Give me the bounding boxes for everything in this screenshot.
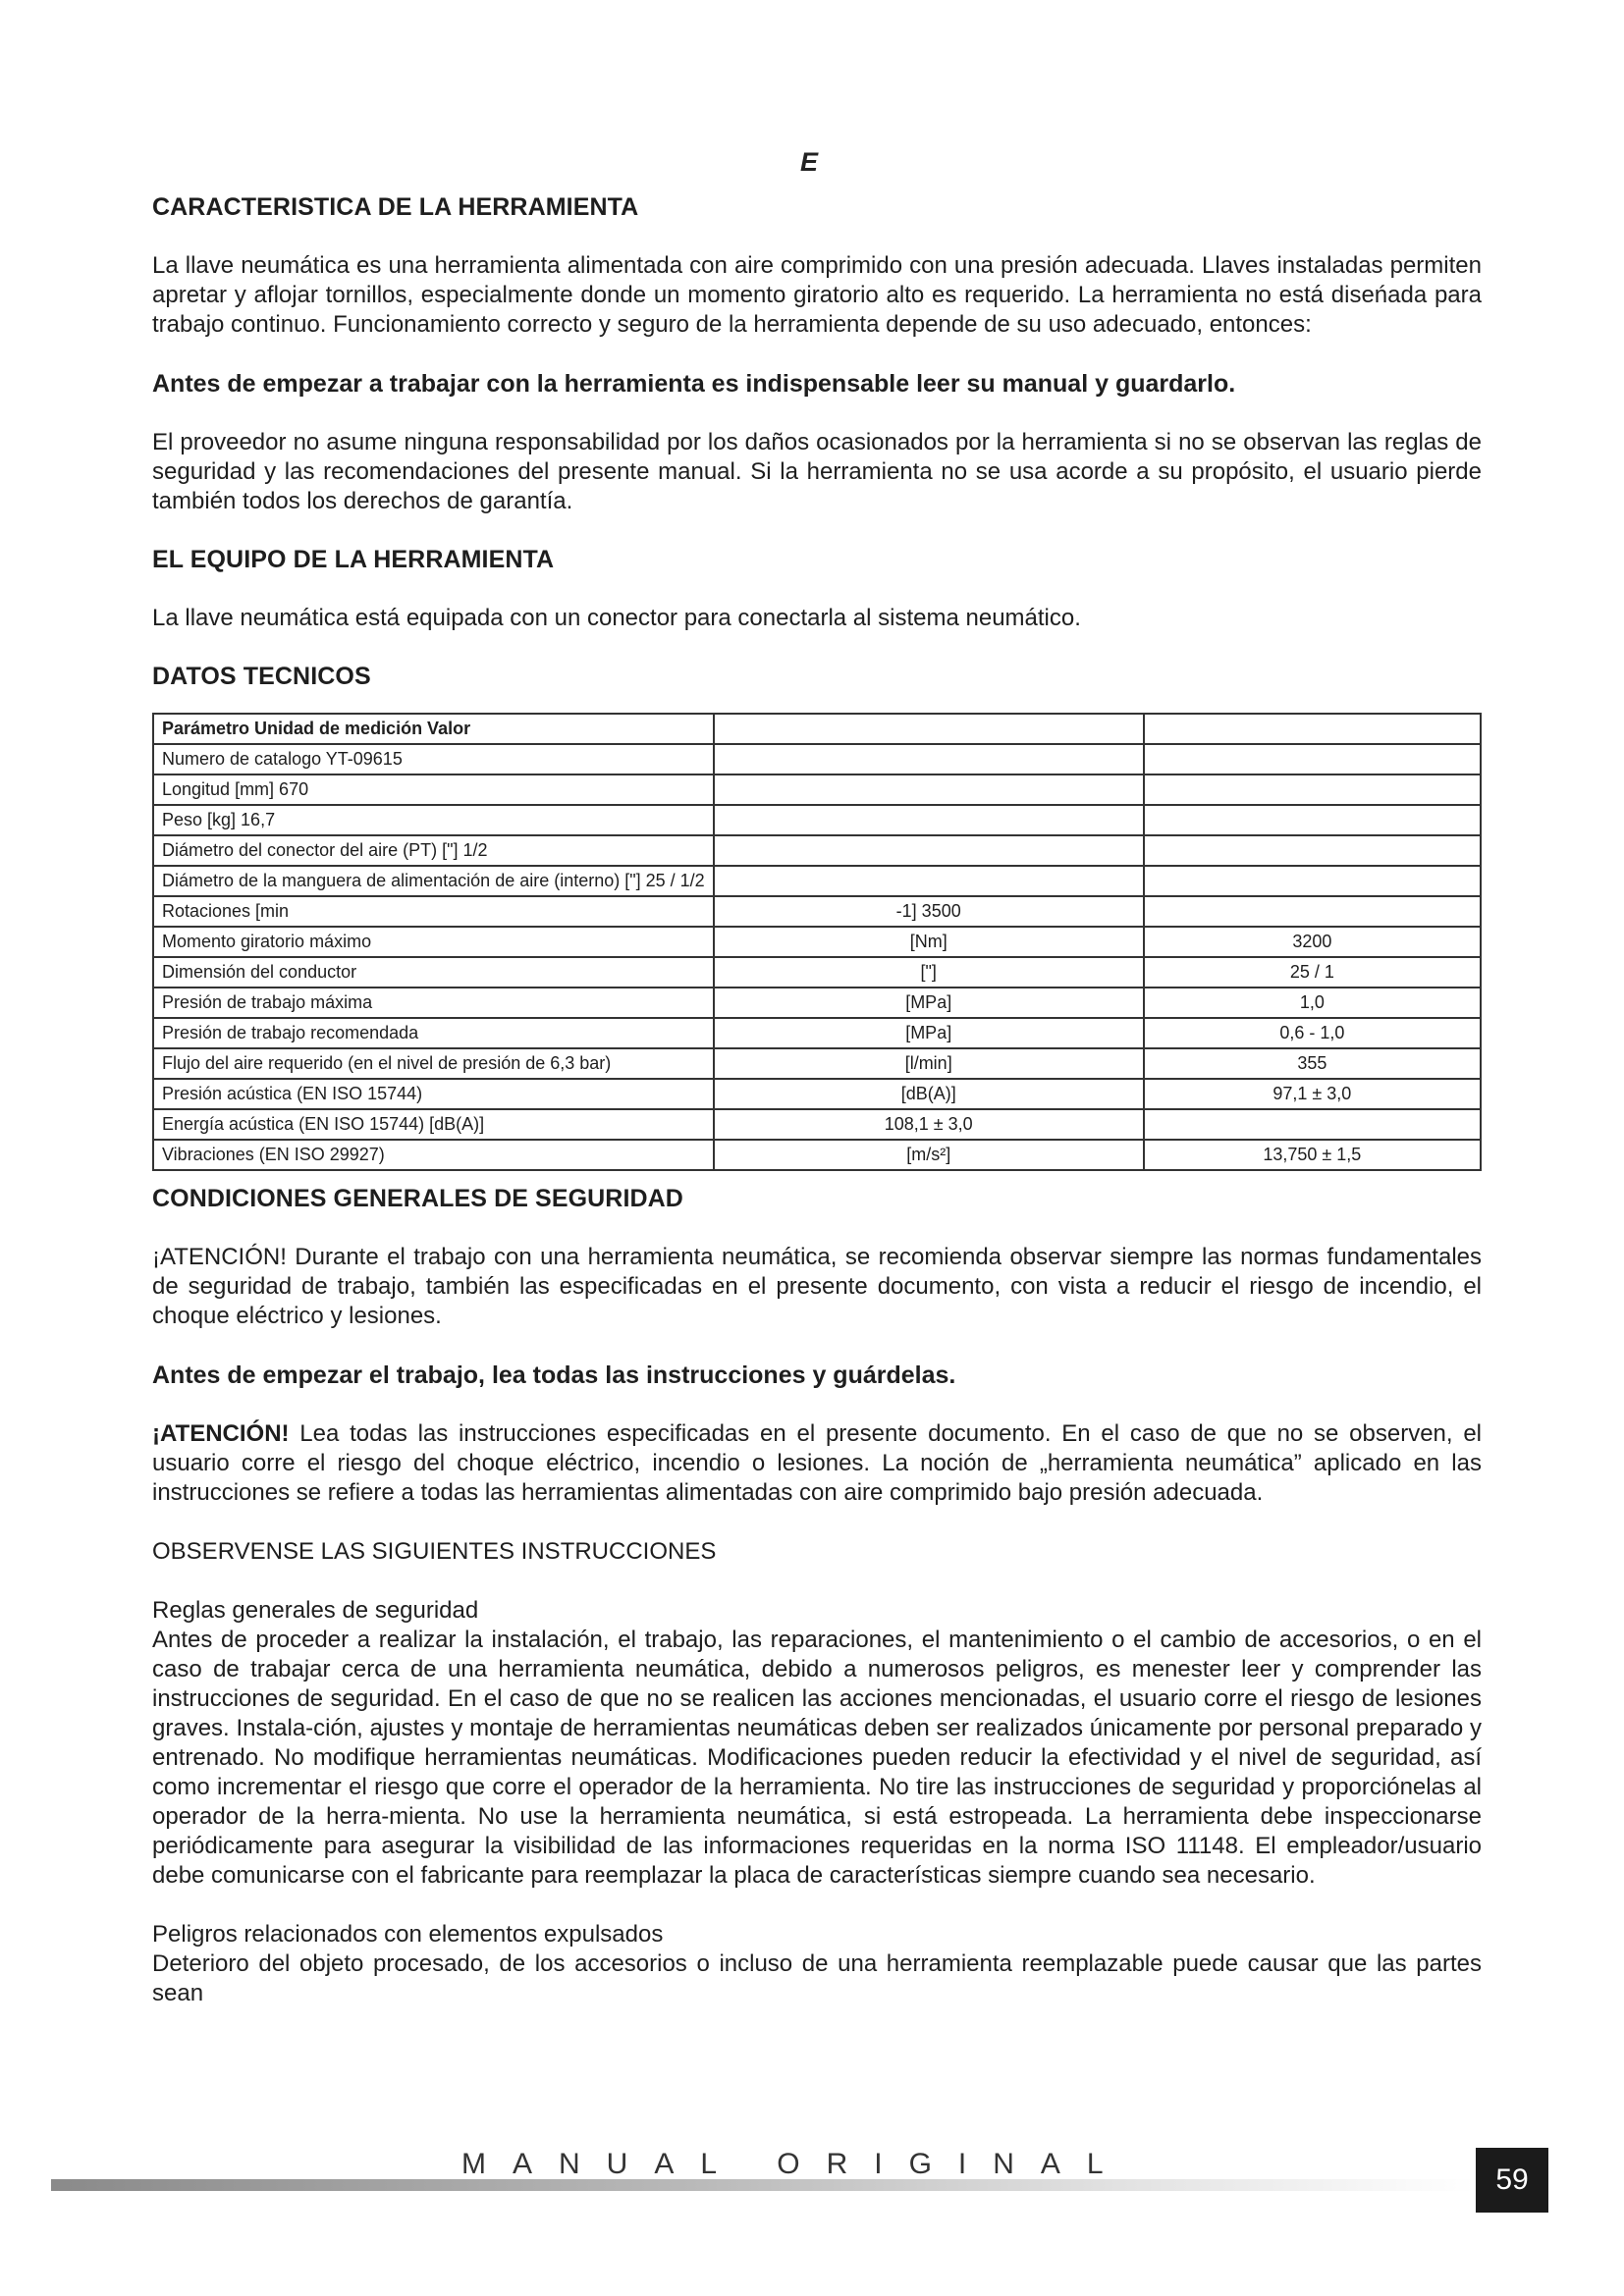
attention-text: Lea todas las instrucciones especificadas en el presente documento. En el caso de que no se observen, el usuario corre el riesgo del choque eléctrico, incendio o lesiones. La noción de „herramienta neumática” aplicado en las instrucciones se refiere a todas las herramientas alimentadas con aire comprimido bajo presión adecuada. [152,1420,1482,1506]
table-cell: Presión de trabajo máxima [153,988,714,1018]
table-cell: Parámetro Unidad de medición Valor [153,714,714,744]
table-cell: Numero de catalogo YT-09615 [153,744,714,774]
paragraph-seguridad-1: ¡ATENCIÓN! Durante el trabajo con una herramienta neumática, se recomienda observar siempre las normas fundamentales de seguridad de trabajo, también las especificadas en el presente documento, con vista a reducir el riesgo de incendio, el choque eléctrico y lesiones. [152,1244,1482,1329]
table-cell: [MPa] [714,1018,1144,1048]
table-cell: Diámetro de la manguera de alimentación de aire (interno) ["] 25 / 1/2 [153,866,714,896]
section-title-datos: DATOS TECNICOS [152,663,371,690]
section-title-equipo: EL EQUIPO DE LA HERRAMIENTA [152,546,555,573]
paragraph-seguridad-2 [152,1419,1482,1508]
table-cell: 0,6 - 1,0 [1144,1018,1481,1048]
table-cell: [MPa] [714,988,1144,1018]
table-row [153,1079,1481,1109]
warning-read-instructions: Antes de empezar el trabajo, lea todas las instrucciones y guárdelas. [152,1362,956,1389]
table-cell: 1,0 [1144,988,1481,1018]
table-cell [714,835,1144,866]
table-cell: 97,1 ± 3,0 [1144,1079,1481,1109]
table-cell [1144,805,1481,835]
peligros-text: Deterioro del objeto procesado, de los accesorios o incluso de una herramienta reemplazable puede causar que las partes sean [152,1950,1482,2006]
table-cell [1144,835,1481,866]
reglas-text: Antes de proceder a realizar la instalación, el trabajo, las reparaciones, el mantenimiento o el cambio de accesorios, o en el caso de trabajar cerca de una herramienta neumática, debido a numerosos peligros, es menester leer y comprender las instrucciones de seguridad. En el caso de que no se realicen las acciones mencionadas, el usuario corre el riesgo de lesiones graves. Instala-ción, ajustes y montaje de herramientas neumáticas deben ser realizados únicamente por personal preparado y entrenado. No modifique herramientas neumáticas. Modificaciones pueden reducir la efectividad y el nivel de seguridad, así como incrementar el riesgo que corre el operador de la herramienta. No tire las instrucciones de seguridad y proporciónelas al operador de la herra-mienta. No use la herramienta neumática, si está estropeada. La herramienta debe inspeccionarse periódicamente para asegurar la visibilidad de las informaciones requeridas en la norma ISO 11148. El empleador/usuario debe comunicarse con el fabricante para reemplazar la placa de características siempre cuando sea necesario. [152,1627,1482,1889]
table-cell [714,866,1144,896]
table-row [153,1018,1481,1048]
table-cell: ["] [714,957,1144,988]
table-cell [1144,866,1481,896]
table-cell: -1] 3500 [714,896,1144,927]
table-row [153,835,1481,866]
table-cell: 25 / 1 [1144,957,1481,988]
table-cell [1144,714,1481,744]
table-cell [1144,1109,1481,1140]
table-row [153,1048,1481,1079]
observe-heading: OBSERVENSE LAS SIGUIENTES INSTRUCCIONES [152,1538,717,1565]
warning-read-manual: Antes de empezar a trabajar con la herramienta es indispensable leer su manual y guardarlo. [152,370,1236,398]
table-cell: Rotaciones [min [153,896,714,927]
table-cell [1144,744,1481,774]
table-row [153,988,1481,1018]
table-cell: Presión de trabajo recomendada [153,1018,714,1048]
table-cell [714,714,1144,744]
table-cell: 355 [1144,1048,1481,1079]
table-row [153,896,1481,927]
table-cell: 108,1 ± 3,0 [714,1109,1144,1140]
table-row [153,805,1481,835]
table-cell: Peso [kg] 16,7 [153,805,714,835]
table-cell [1144,774,1481,805]
table-cell: Vibraciones (EN ISO 29927) [153,1140,714,1170]
table-cell: 3200 [1144,927,1481,957]
page-number: 59 [1476,2148,1548,2213]
reglas-title: Reglas generales de seguridad [152,1597,479,1624]
table-row [153,744,1481,774]
table-row [153,866,1481,896]
table-cell [714,805,1144,835]
paragraph-caracteristica-1: La llave neumática es una herramienta alimentada con aire comprimido con una presión adecuada. Llaves instaladas permiten apretar y aflojar tornillos, especialmente donde un momento giratorio alto es requerido. La herramienta no está diseńada para trabajo continuo. Funcionamiento correcto y seguro de la herramienta depende de su uso adecuado, entonces: [152,252,1482,338]
table-row [153,1109,1481,1140]
table-cell: Momento giratorio máximo [153,927,714,957]
paragraph-equipo: La llave neumática está equipada con un conector para conectarla al sistema neumático. [152,605,1081,631]
paragraph-caracteristica-2: El proveedor no asume ninguna responsabilidad por los daños ocasionados por la herramienta si no se observan las reglas de seguridad y las recomendaciones del presente manual. Si la herramienta no se usa acorde a su propósito, el usuario pierde también todos los derechos de garantía. [152,429,1482,514]
table-cell: Diámetro del conector del aire (PT) ["] 1/2 [153,835,714,866]
page-content [152,193,1482,2038]
language-marker: E [800,147,819,177]
table-cell: [m/s²] [714,1140,1144,1170]
peligros-title: Peligros relacionados con elementos expulsados [152,1921,664,1948]
table-row [153,927,1481,957]
table-row [153,1140,1481,1170]
table-cell: 13,750 ± 1,5 [1144,1140,1481,1170]
section-title-seguridad: CONDICIONES GENERALES DE SEGURIDAD [152,1185,683,1212]
table-cell: Energía acústica (EN ISO 15744) [dB(A)] [153,1109,714,1140]
table-cell [714,774,1144,805]
table-cell: [Nm] [714,927,1144,957]
section-title-caracteristica: CARACTERISTICA DE LA HERRAMIENTA [152,193,639,221]
table-row [153,957,1481,988]
table-cell: Flujo del aire requerido (en el nivel de presión de 6,3 bar) [153,1048,714,1079]
table-cell: [dB(A)] [714,1079,1144,1109]
table-row [153,774,1481,805]
footer-text: MANUAL ORIGINAL [461,2148,1130,2180]
table-cell [714,744,1144,774]
table-cell [1144,896,1481,927]
table-cell: [l/min] [714,1048,1144,1079]
table-row [153,714,1481,744]
technical-data-table [152,713,1482,1171]
table-cell: Presión acústica (EN ISO 15744) [153,1079,714,1109]
table-cell: Dimensión del conductor [153,957,714,988]
table-cell: Longitud [mm] 670 [153,774,714,805]
attention-label: ¡ATENCIÓN! [152,1420,290,1447]
